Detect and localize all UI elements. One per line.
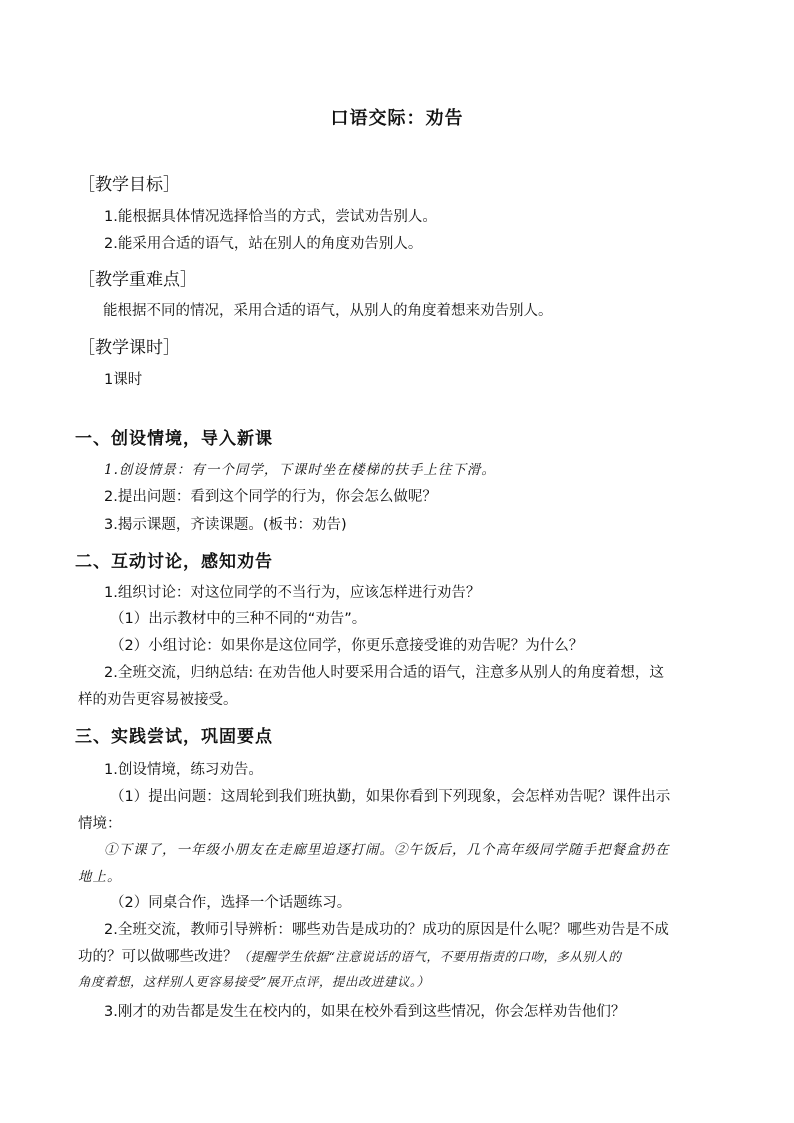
section2-sub-2: （2）小组讨论：如果你是这位同学，你更乐意接受谁的劝告呢？为什么？ <box>110 638 584 654</box>
section3-sub-1-line2: 情境： <box>78 816 122 832</box>
section3-item-2-line2 <box>78 945 621 966</box>
section1-item-1: 1.创设情景：有一个同学，下课时坐在楼梯的扶手上往下滑。 <box>104 462 496 478</box>
section1-heading: 一、创设情境，导入新课 <box>75 429 273 449</box>
goal-item-1: 1.能根据具体情况选择恰当的方式，尝试劝告别人。 <box>104 209 437 225</box>
section3-scene-line2: 地上。 <box>78 869 122 885</box>
section3-heading: 三、实践尝试，巩固要点 <box>75 727 273 747</box>
section2-item-1: 1.组织讨论：对这位同学的不当行为，应该怎样进行劝告？ <box>104 585 481 601</box>
section1-item-2: 2.提出问题：看到这个同学的行为，你会怎么做呢？ <box>104 489 437 505</box>
section3-scene-line1: ①下课了，一年级小朋友在走廊里追逐打闹。②午饭后，几个高年级同学随手把餐盒扔在 <box>104 842 670 858</box>
keypoints-heading: ［教学重难点］ <box>78 270 197 290</box>
section3-item-2-note: （提醒学生依据“注意说话的语气，不要用指责的口吻，多从别人的 <box>237 949 622 964</box>
hours-text: 1课时 <box>104 372 143 388</box>
page-title: 口语交际：劝告 <box>330 108 464 129</box>
section3-item-2-text: 功的？可以做哪些改进？ <box>78 949 238 965</box>
section3-sub-1-line1: （1）提出问题：这周轮到我们班执勤，如果你看到下列现象，会怎样劝告呢？课件出示 <box>110 789 671 805</box>
section3-item-1: 1.创设情境，练习劝告。 <box>104 762 263 778</box>
section2-item-2-line2: 样的劝告更容易被接受。 <box>78 692 238 708</box>
keypoints-text: 能根据不同的情况，采用合适的语气，从别人的角度着想来劝告别人。 <box>103 303 553 319</box>
section2-sub-1: （1）出示教材中的三种不同的“劝告”。 <box>110 611 367 627</box>
section3-item-2-line1: 2.全班交流，教师引导辨析：哪些劝告是成功的？成功的原因是什么呢？哪些劝告是不成 <box>104 922 669 938</box>
section2-item-2-line1: 2.全班交流，归纳总结: 在劝告他人时要采用合适的语气，注意多从别人的角度着想，这 <box>104 665 664 681</box>
goals-heading: ［教学目标］ <box>78 175 180 195</box>
hours-heading: ［教学课时］ <box>78 338 180 358</box>
section1-item-3: 3.揭示课题，齐读课题。(板书：劝告) <box>104 517 347 533</box>
goal-item-2: 2.能采用合适的语气，站在别人的角度劝告别人。 <box>104 236 423 252</box>
section3-item-3: 3.刚才的劝告都是发生在校内的，如果在校外看到这些情况，你会怎样劝告他们？ <box>104 1004 626 1020</box>
section2-heading: 二、互动讨论，感知劝告 <box>75 552 273 572</box>
section3-sub-2: （2）同桌合作，选择一个话题练习。 <box>110 895 352 911</box>
section3-item-2-line3: 角度着想，这样别人更容易接受”展开点评，提出改进建议。） <box>78 974 430 989</box>
